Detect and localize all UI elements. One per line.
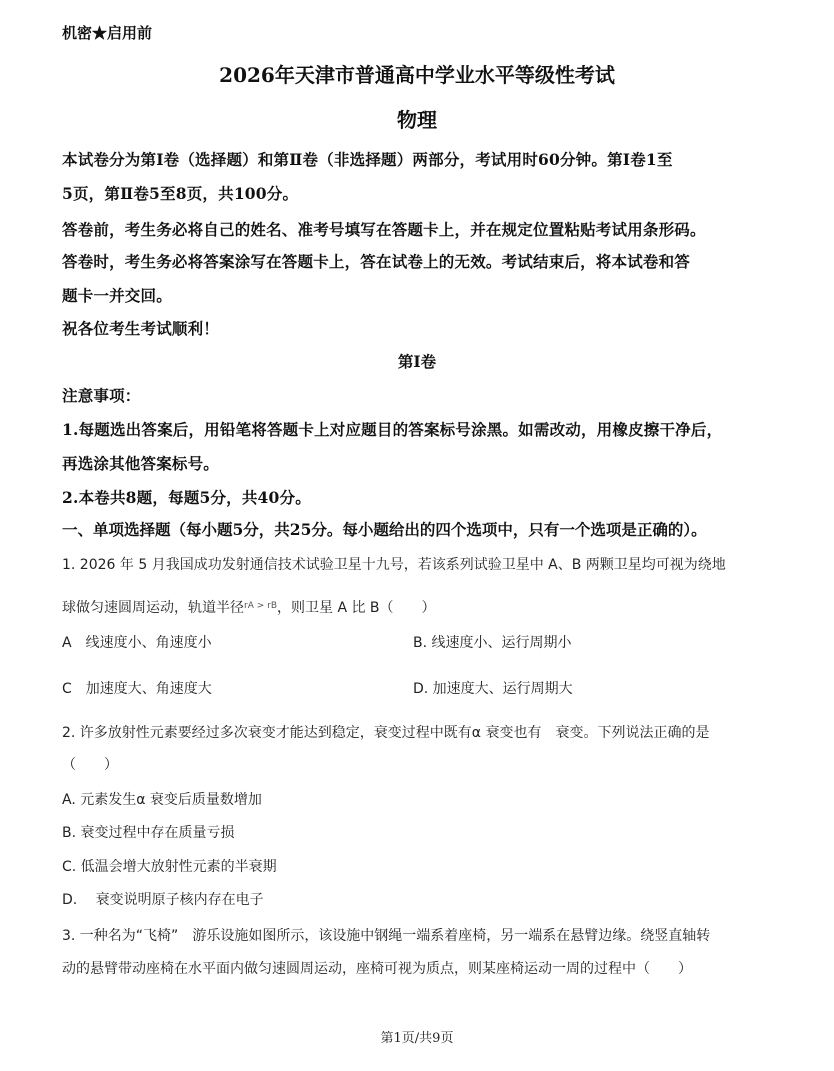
q1-option-b: B. 线速度小、运行周期小 xyxy=(413,635,572,651)
q3-line-2: 动的悬臂带动座椅在水平面内做匀速圆周运动，座椅可视为质点，则某座椅运动一周的过程中（ ） xyxy=(62,961,692,977)
note-2: 2.本卷共8题，每题5分，共40分。 xyxy=(62,488,311,507)
q2-line-2: （ ） xyxy=(62,757,118,773)
note-1b: 再选涂其他答案标号。 xyxy=(62,454,220,473)
intro-line-4: 答卷时，考生务必将答案涂写在答题卡上，答在试卷上的无效。考试结束后，将本试卷和答 xyxy=(62,252,691,271)
q2-option-a: A. 元素发生α 衰变后质量数增加 xyxy=(62,792,262,808)
intro-line-3: 答卷前，考生务必将自己的姓名、准考号填写在答题卡上，并在规定位置粘贴考试用条形码。 xyxy=(62,220,706,239)
page-number: 第1页/共9页 xyxy=(380,1031,454,1046)
q1-option-c: C 加速度大、角速度大 xyxy=(62,681,212,697)
q1-option-a: A 线速度小、角速度小 xyxy=(62,635,212,651)
q2-option-d: D. 衰变说明原子核内存在电子 xyxy=(62,892,264,908)
intro-line-2: 5页，第Ⅱ卷5至8页，共100分。 xyxy=(62,184,299,203)
q2-line-1: 2. 许多放射性元素要经过多次衰变才能达到稳定，衰变过程中既有α 衰变也有 衰变。下列说法正确的是 xyxy=(62,725,710,741)
q1-line-2-post: ，则卫星 A 比 B（ ） xyxy=(277,600,436,616)
notes-title: 注意事项： xyxy=(62,386,141,405)
q1-line-2 xyxy=(62,597,436,617)
q2-option-c: C. 低温会增大放射性元素的半衰期 xyxy=(62,859,277,875)
q1-option-d: D. 加速度大、运行周期大 xyxy=(413,681,573,697)
exam-title: 2026年天津市普通高中学业水平等级性考试 xyxy=(219,63,615,87)
q2-option-b: B. 衰变过程中存在质量亏损 xyxy=(62,825,235,841)
volume-heading: 第Ⅰ卷 xyxy=(397,352,437,371)
part-heading: 一、单项选择题（每小题5分，共25分。每小题给出的四个选项中，只有一个选项是正确的）。 xyxy=(62,520,707,539)
note-1a: 1.每题选出答案后，用铅笔将答题卡上对应题目的答案标号涂黑。如需改动，用橡皮擦干净后， xyxy=(62,420,723,439)
intro-line-1: 本试卷分为第Ⅰ卷（选择题）和第Ⅱ卷（非选择题）两部分，考试用时60分钟。第Ⅰ卷1至 xyxy=(62,150,673,169)
q1-line-1: 1. 2026 年 5 月我国成功发射通信技术试验卫星十九号，若该系列试验卫星中 A、B 两颗卫星均可视为绕地 xyxy=(62,557,726,573)
confidential-mark: 机密★启用前 xyxy=(62,24,153,42)
q1-formula: rA > rB xyxy=(244,601,277,611)
intro-line-5: 题卡一并交回。 xyxy=(62,286,172,305)
q1-line-2-pre: 球做匀速圆周运动，轨道半径 xyxy=(62,600,244,616)
intro-line-6: 祝各位考生考试顺利！ xyxy=(62,319,220,338)
subject-title: 物理 xyxy=(397,108,437,132)
q3-line-1: 3. 一种名为“飞椅” 游乐设施如图所示，该设施中钢绳一端系着座椅，另一端系在悬臂边缘。绕竖直轴转 xyxy=(62,928,711,944)
